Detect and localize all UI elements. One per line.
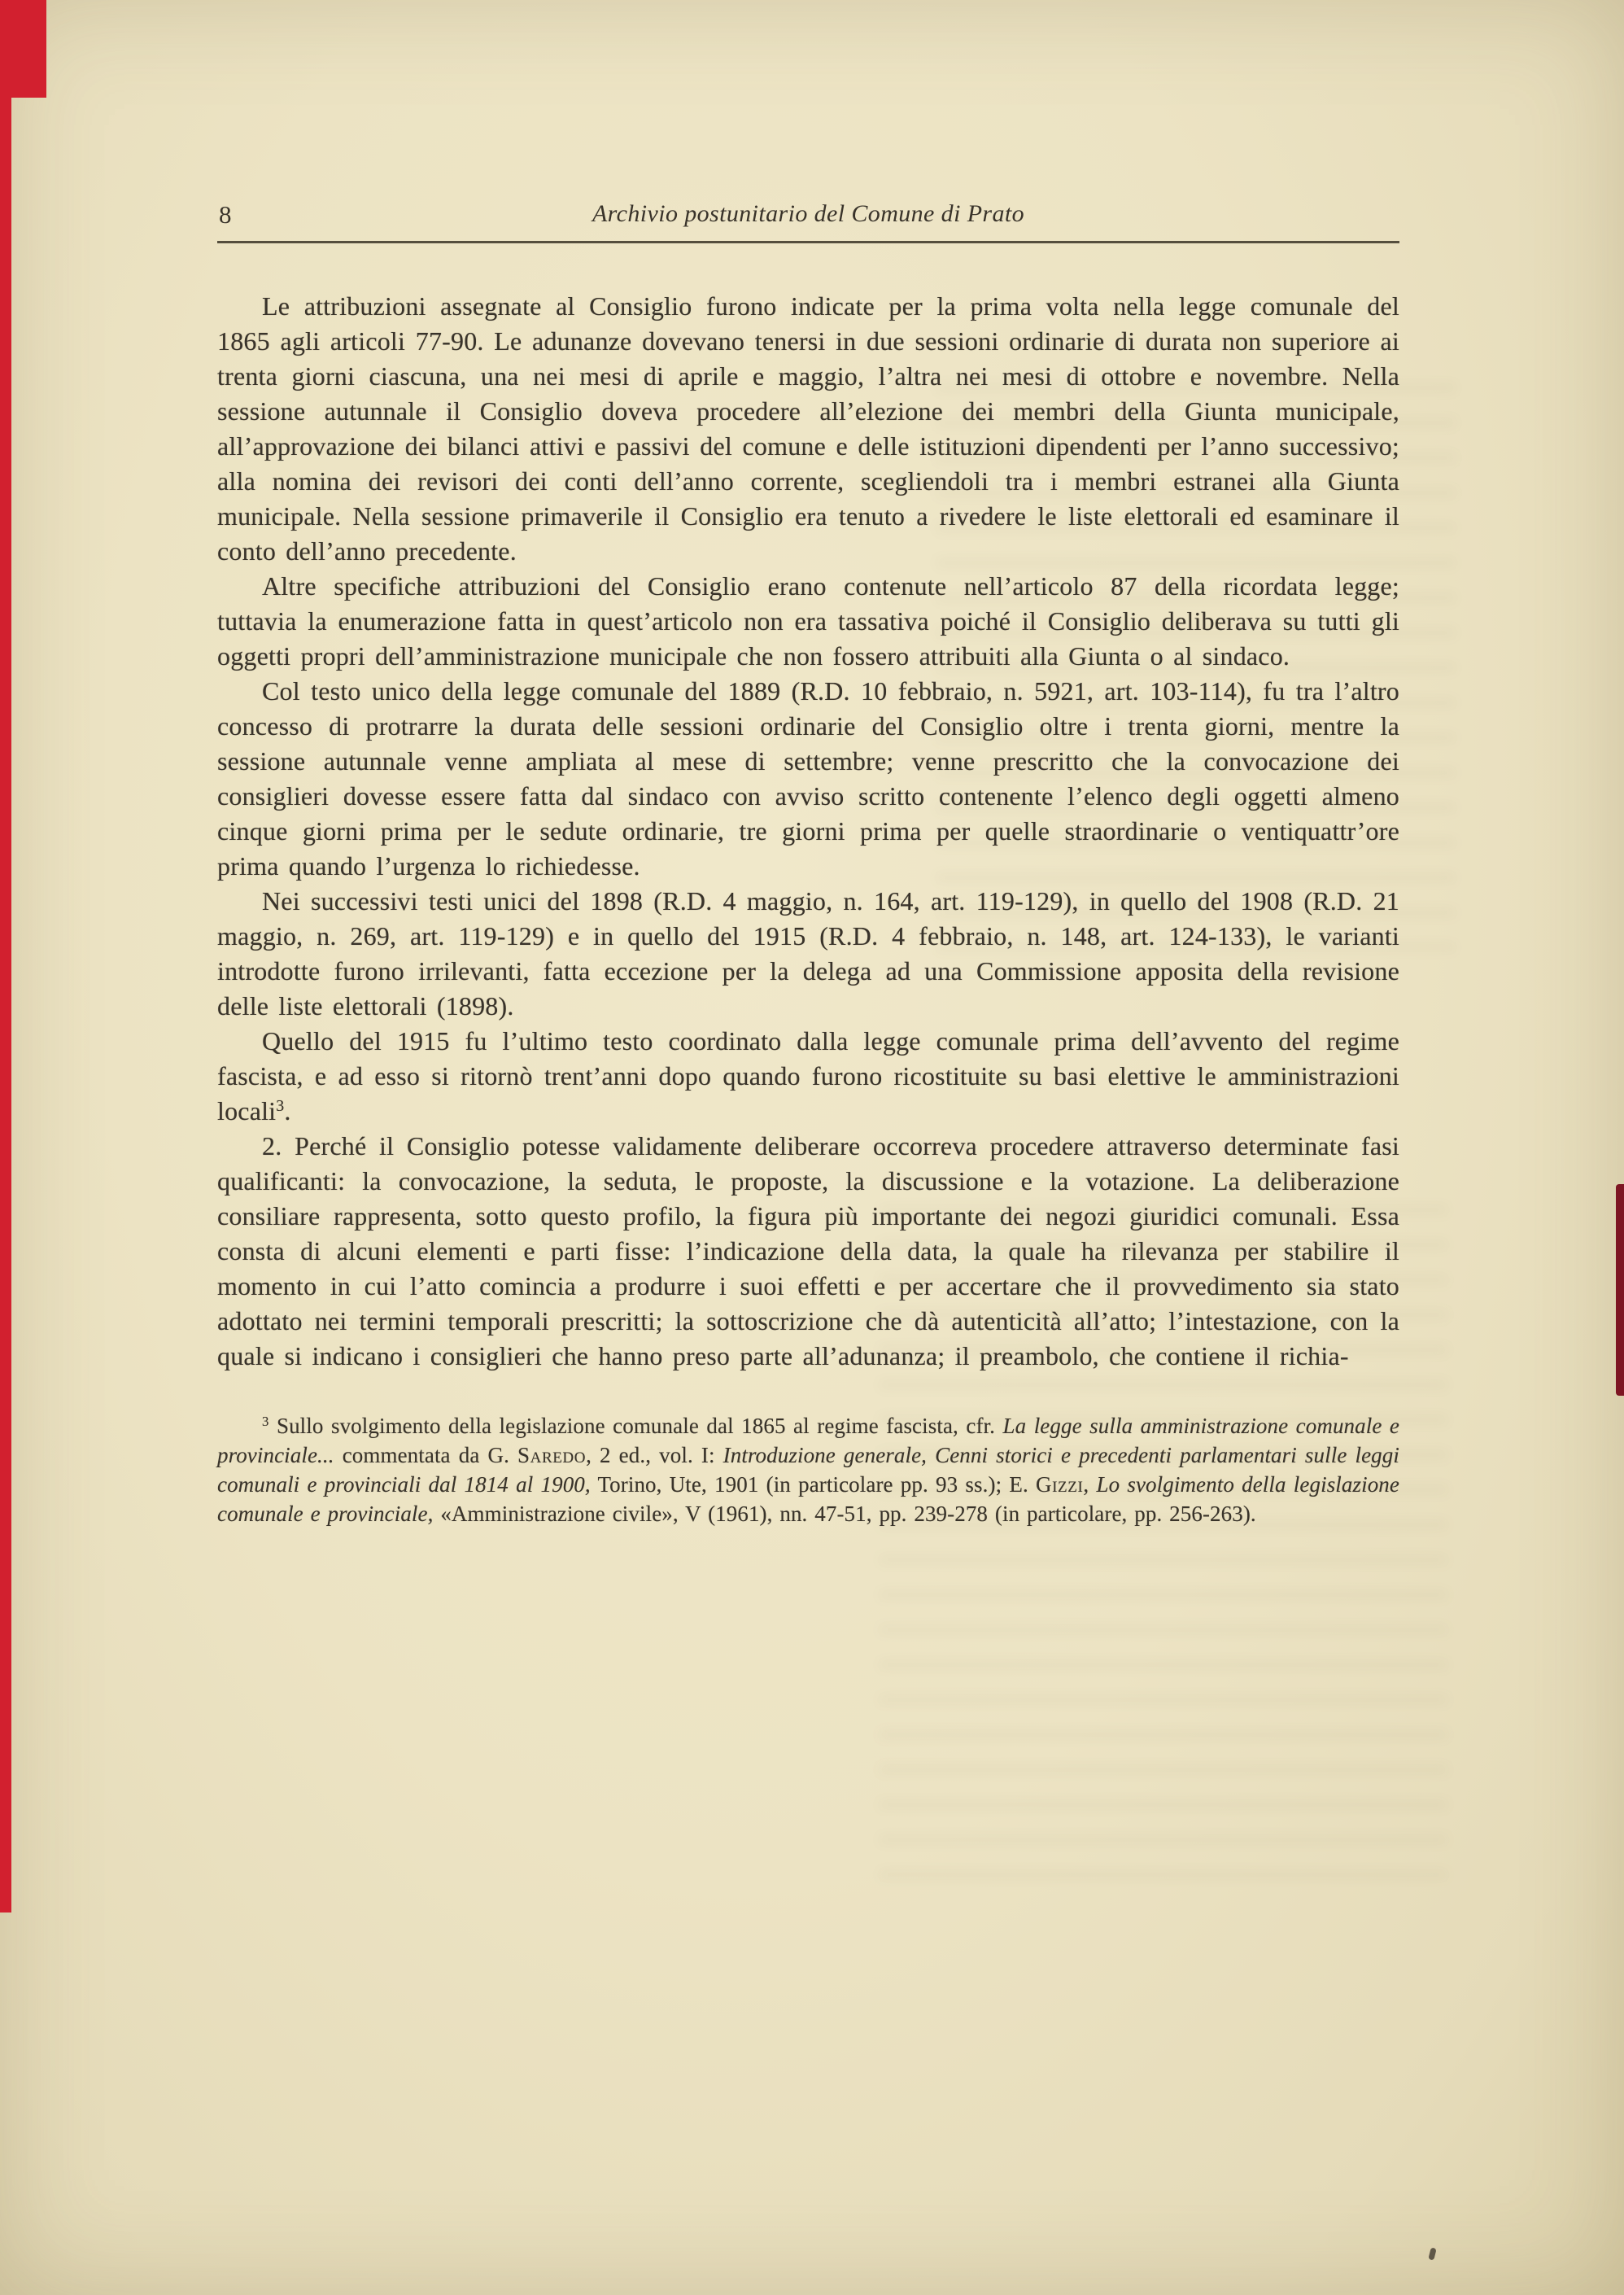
page-number: 8	[219, 200, 232, 229]
running-title: Archivio postunitario del Comune di Prato	[592, 200, 1025, 227]
paragraph: Le attribuzioni assegnate al Consiglio furono indicate per la prima volta nella legge comunale del 1865 agli articoli 77-90. Le adunanze dovevano tenersi in due sessioni ordinarie di durata non superiore ai trenta giorni ciascuna, una nei mesi di aprile e maggio, l’altra nei mesi di ottobre e novembre. Nella sessione autunnale il Consiglio doveva procedere all’elezione dei membri della Giunta municipale, all’approvazione dei bilanci attivi e passivi del comune e delle istituzioni dipendenti per l’anno successivo; alla nomina dei revisori dei conti dell’anno corrente, scegliendoli tra i membri estranei alla Giunta municipale. Nella sessione primaverile il Consiglio era tenuto a rivedere le liste elettorali ed esaminare il conto dell’anno precedente.	[217, 291, 1399, 566]
paragraph: Nei successivi testi unici del 1898 (R.D. 4 maggio, n. 164, art. 119-129), in quello del 1908 (R.D. 21 maggio, n. 269, art. 119-129) e in quello del 1915 (R.D. 4 febbraio, n. 148, art. 124-133), le varianti introdotte furono irrilevanti, fatta eccezione per la delega ad una Commissione apposita della revisione delle liste elettorali (1898).	[217, 886, 1399, 1021]
paragraph: Altre specifiche attribuzioni del Consiglio erano contenute nell’articolo 87 della ricordata legge; tuttavia la enumerazione fatta in quest’articolo non era tassativa poiché il Consiglio deliberava su tutti gli oggetti propri dell’amministrazione municipale che non fossero attribuiti alla Giunta o al sindaco.	[217, 571, 1399, 671]
footnote-text: $^3$ Sullo svolgimento della legislazione comunale dal 1865 al regime fascista, cfr. La legge sulla amministrazione comunale e provinciale... commentata da G. Saredo, 2 ed., vol. I: Introduzione generale, Cenni storici e precedenti parlamentari sulle leggi comunali e provinciali dal 1814 al 1900, Torino, Ute, 1901 (in particolare pp. 93 ss.); E. Gizzi, Lo svolgimento della legislazione comunale e provinciale, «Amministrazione civile», V (1961), nn. 47-51, pp. 239-278 (in particolare, pp. 256-263).	[217, 1413, 1399, 1526]
ink-speck	[1428, 2247, 1436, 2260]
page-body	[217, 289, 1399, 1374]
paragraph: 2. Perché il Consiglio potesse validamente deliberare occorreva procedere attraverso determinate fasi qualificanti: la convocazione, la seduta, le proposte, la discussione e la votazione. La deliberazione consiliare rappresenta, sotto questo profilo, la figura più importante dei negozi giuridici comunali. Essa consta di alcuni elementi e parti fisse: l’indicazione della data, la quale ha rilevanza per stabilire il momento in cui l’atto comincia a produrre i suoi effetti e per accertare che il provvedimento sia stato adottato nei termini temporali prescritti; la sottoscrizione che dà autenticità all’atto; l’intestazione, con la quale si indicano i consiglieri che hanno preso parte all’adunanza; il preambolo, che contiene il richia-	[217, 1131, 1399, 1370]
paragraph: Quello del 1915 fu l’ultimo testo coordinato dalla legge comunale prima dell’avvento del regime fascista, e ad esso si ritornò trent’anni dopo quando furono ricostituite su basi elettive le amministrazioni locali$^3$.	[217, 1026, 1399, 1126]
scan-artifact-right-mark	[1616, 1184, 1624, 1396]
footnote	[217, 1411, 1399, 1528]
scan-artifact-left-strip	[0, 0, 11, 1912]
header-rule	[217, 241, 1399, 243]
paragraph: Col testo unico della legge comunale del 1889 (R.D. 10 febbraio, n. 5921, art. 103-114), fu tra l’altro concesso di protrarre la durata delle sessioni ordinarie del Consiglio oltre i trenta giorni, mentre la sessione autunnale venne ampliata al mese di settembre; venne prescritto che la convocazione dei consiglieri dovesse essere fatta dal sindaco con avviso scritto contenente l’elenco degli oggetti almeno cinque giorni prima per le sedute ordinarie, tre giorni prima per quelle straordinarie o ventiquattr’ore prima quando l’urgenza lo richiedesse.	[217, 676, 1399, 881]
page-content	[217, 200, 1399, 1528]
page-header	[217, 200, 1399, 233]
scan-artifact-top-left-corner	[0, 0, 46, 98]
